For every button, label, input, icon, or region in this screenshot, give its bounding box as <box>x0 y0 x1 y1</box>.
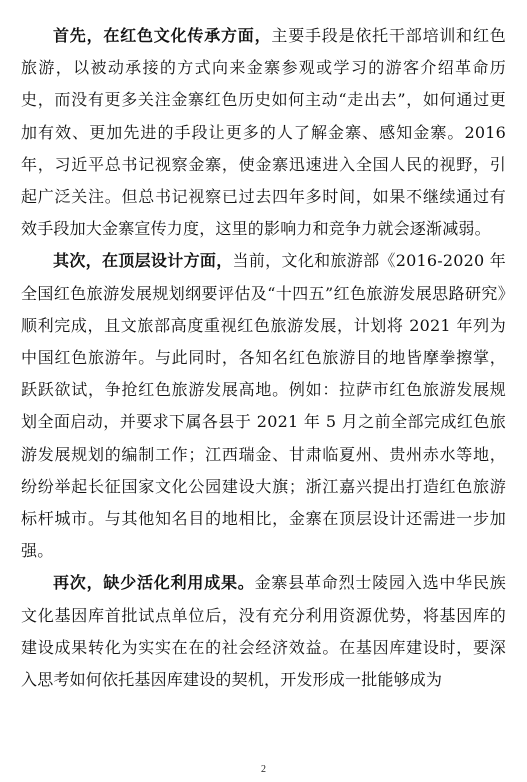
paragraph-activation-utilization <box>21 567 506 696</box>
paragraph-body: 金寨县革命烈士陵园入选中华民族文化基因库首批试点单位后，没有充分利用资源优势，将基因库的建设成果转化为实实在在的社会经济效益。在基因库建设时，要深入思考如何依托基因库建设的契机，开发形成一批能够成为 <box>21 573 506 690</box>
page-number: 2 <box>261 764 266 775</box>
paragraph-lead: 再次，缺少活化利用成果。 <box>53 573 255 593</box>
paragraph-top-level-design <box>21 245 506 567</box>
paragraph-lead: 首先，在红色文化传承方面， <box>53 26 272 45</box>
paragraph-red-culture-inheritance <box>21 20 506 245</box>
paragraph-lead: 其次，在顶层设计方面， <box>53 251 233 271</box>
paragraph-body: 当前，文化和旅游部《2016-2020 年全国红色旅游发展规划纲要评估及“十四五”红色旅游发展思路研究》顺利完成，且文旅部高度重视红色旅游发展，计划将 2021 年列为中国红色旅游年。与此同时，各知名红色旅游目的地皆摩拳擦掌，跃跃欲试，争抢红色旅游发展高地。例如：拉萨市红色旅游发展规划全面启动，并要求下属各县于 2021 年 5 月之前全部完成红色旅游发展规划的编制工作；江西瑞金、甘肃临夏州、贵州赤水等地，纷纷举起长征国家文化公园建设大旗；浙江嘉兴提出打造红色旅游标杆城市。与其他知名目的地相比，金寨在顶层设计还需进一步加强。 <box>21 251 506 561</box>
paragraph-body: 主要手段是依托干部培训和红色旅游，以被动承接的方式向来金寨参观或学习的游客介绍革命历史，而没有更多关注金寨红色历史如何主动“走出去”，如何通过更加有效、更加先进的手段让更多的人了解金寨、感知金寨。2016 年，习近平总书记视察金寨，使金寨迅速进入全国人民的视野，引起广泛关注。但总书记视察已过去四年多时间，如果不继续通过有效手段加大金寨宣传力度，这里的影响力和竞争力就会逐渐减弱。 <box>21 26 506 239</box>
